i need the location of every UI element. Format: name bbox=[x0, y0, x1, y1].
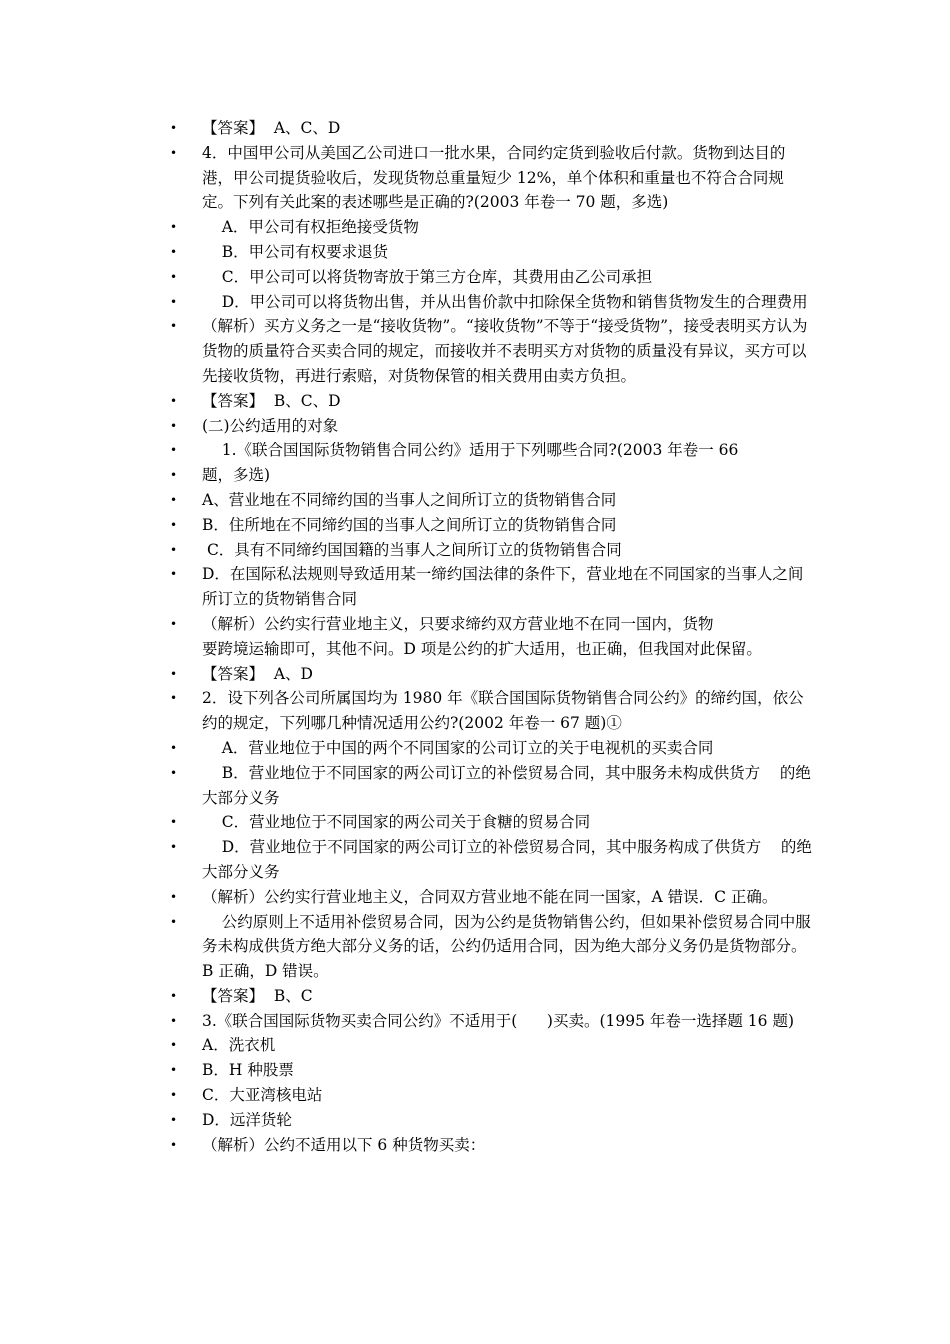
list-item-text: D．甲公司可以将货物出售，并从出售价款中扣除保全货物和销售货物发生的合理费用 bbox=[202, 292, 808, 311]
list-item bbox=[0, 637, 812, 662]
list-item bbox=[0, 116, 812, 141]
bullet-icon: • bbox=[170, 319, 178, 334]
list-item-text: D．营业地位于不同国家的两公司订立的补偿贸易合同，其中服务构成了供货方 的绝大部分义务 bbox=[202, 838, 812, 881]
bullet-icon: • bbox=[170, 244, 178, 259]
list-item bbox=[0, 290, 812, 315]
bullet-icon: • bbox=[170, 294, 178, 309]
list-item-text: D．在国际私法规则导致适用某一缔约国法律的条件下，营业地在不同国家的当事人之间所订立的货物销售合同 bbox=[202, 565, 804, 609]
bullet-icon: • bbox=[170, 765, 178, 780]
list-item bbox=[0, 1033, 812, 1058]
bullet-icon: • bbox=[170, 1112, 178, 1127]
bullet-icon: • bbox=[170, 468, 178, 483]
list-item bbox=[0, 488, 812, 513]
bullet-icon: • bbox=[170, 542, 178, 557]
list-item bbox=[0, 835, 812, 885]
list-item bbox=[0, 414, 812, 439]
list-item bbox=[0, 761, 812, 811]
list-item bbox=[0, 314, 812, 388]
list-item-text: (二)公约适用的对象 bbox=[202, 416, 339, 435]
bullet-icon: • bbox=[170, 1038, 178, 1053]
list-item-text: C．营业地位于不同国家的两公司关于食糖的贸易合同 bbox=[202, 813, 591, 832]
list-item-text: A、营业地在不同缔约国的当事人之间所订立的货物销售合同 bbox=[202, 490, 617, 509]
list-item-text: A．甲公司有权拒绝接受货物 bbox=[202, 218, 419, 237]
list-item bbox=[0, 562, 812, 612]
list-item-text: D．远洋货轮 bbox=[202, 1110, 292, 1129]
list-item bbox=[0, 240, 812, 265]
bullet-icon: • bbox=[170, 121, 178, 135]
bullet-icon: • bbox=[170, 815, 178, 830]
bullet-icon: • bbox=[170, 914, 178, 929]
list-item-text: 3.《联合国国际货物买卖合同公约》不适用于( )买卖。(1995 年卷一选择题 16 题) bbox=[202, 1011, 794, 1030]
list-item-text: （解析）买方义务之一是“接收货物”。“接收货物”不等于“接受货物”，接受表明买方认为货物的质量符合买卖合同的规定，而接收并不表明买方对货物的质量没有异议，买方可以先接收货物，再进行索赔，对货物保管的相关费用由卖方负担。 bbox=[202, 317, 808, 385]
list-item-text: A．洗衣机 bbox=[202, 1036, 276, 1055]
bullet-icon: • bbox=[170, 616, 178, 631]
list-item-text: C．大亚湾核电站 bbox=[202, 1086, 323, 1105]
list-item-text: A．营业地位于中国的两个不同国家的公司订立的关于电视机的买卖合同 bbox=[202, 738, 714, 757]
bullet-icon: • bbox=[170, 666, 178, 681]
bullet-icon: • bbox=[170, 492, 178, 507]
list-item bbox=[0, 885, 812, 910]
bullet-icon: • bbox=[170, 1137, 178, 1152]
bullet-icon: • bbox=[170, 889, 178, 904]
bullet-icon: • bbox=[170, 517, 178, 532]
bullet-icon: • bbox=[170, 1063, 178, 1078]
list-item bbox=[0, 910, 812, 984]
bullet-icon: • bbox=[170, 691, 178, 706]
list-item-text: 2．设下列各公司所属国均为 1980 年《联合国国际货物销售合同公约》的缔约国，依公约的规定，下列哪几种情况适用公约?(2002 年卷一 67 题)① bbox=[202, 689, 804, 733]
list-item bbox=[0, 538, 812, 563]
list-item bbox=[0, 612, 812, 637]
bullet-icon: • bbox=[170, 1013, 178, 1028]
list-item-text: （解析）公约不适用以下 6 种货物买卖： bbox=[202, 1135, 486, 1154]
list-item-text: C．甲公司可以将货物寄放于第三方仓库，其费用由乙公司承担 bbox=[202, 267, 653, 286]
list-item bbox=[0, 265, 812, 290]
list-item-text: （解析）公约实行营业地主义，合同双方营业地不能在同一国家，A 错误．C 正确。 bbox=[202, 887, 778, 906]
list-item bbox=[0, 141, 812, 215]
list-item-text: 1.《联合国国际货物销售合同公约》适用于下列哪些合同?(2003 年卷一 66 bbox=[202, 441, 739, 460]
list-item-text: 【答案】 B、C bbox=[202, 986, 313, 1005]
list-item-text: 题，多选) bbox=[202, 466, 271, 485]
list-item-text: 【答案】 A、C、D bbox=[202, 119, 341, 137]
list-item bbox=[0, 1133, 812, 1158]
list-item bbox=[0, 513, 812, 538]
list-item bbox=[0, 810, 812, 835]
list-item bbox=[0, 984, 812, 1009]
list-item bbox=[0, 215, 812, 240]
bullet-icon: • bbox=[170, 145, 178, 160]
list-item bbox=[0, 662, 812, 687]
list-item-text: 要跨境运输即可，其他不问。D 项是公约的扩大适用，也正确，但我国对此保留。 bbox=[202, 639, 762, 658]
list-item-text: B．甲公司有权要求退货 bbox=[202, 242, 389, 261]
bullet-icon: • bbox=[170, 988, 178, 1003]
bullet-icon: • bbox=[170, 269, 178, 284]
list-item bbox=[0, 463, 812, 488]
bullet-icon: • bbox=[170, 740, 178, 755]
list-item-text: 公约原则上不适用补偿贸易合同，因为公约是货物销售公约，但如果补偿贸易合同中服务未构成供货方绝大部分义务的话，公约仍适用合同，因为绝大部分义务仍是货物部分。B 正确，D 错误。 bbox=[202, 912, 811, 981]
list-item bbox=[0, 389, 812, 414]
bullet-icon: • bbox=[170, 567, 178, 582]
list-item-text: B．住所地在不同缔约国的当事人之间所订立的货物销售合同 bbox=[202, 515, 617, 534]
list-item-text: 4．中国甲公司从美国乙公司进口一批水果，合同约定货到验收后付款。货物到达目的港，甲公司提货验收后，发现货物总重量短少 12%，单个体积和重量也不符合合同规定。下列有关此案的表述哪些是正确的?(2003 年卷一 70 题，多选) bbox=[202, 143, 786, 212]
bullet-icon: • bbox=[170, 393, 178, 408]
list-item bbox=[0, 1009, 812, 1034]
list-item bbox=[0, 438, 812, 463]
bullet-icon: • bbox=[170, 220, 178, 235]
list-item-text: C．具有不同缔约国国籍的当事人之间所订立的货物销售合同 bbox=[202, 540, 622, 559]
list-item-text: B．H 种股票 bbox=[202, 1061, 294, 1080]
list-item bbox=[0, 736, 812, 761]
list-item bbox=[0, 1083, 812, 1108]
bullet-icon: • bbox=[170, 443, 178, 458]
bullet-icon: • bbox=[170, 1088, 178, 1103]
list-item bbox=[0, 686, 812, 736]
list-item bbox=[0, 1108, 812, 1133]
bullet-icon: • bbox=[170, 840, 178, 855]
list-item-text: 【答案】 A、D bbox=[202, 664, 313, 683]
list-item-text: （解析）公约实行营业地主义，只要求缔约双方营业地不在同一国内，货物 bbox=[202, 614, 714, 633]
list-item-text: B．营业地位于不同国家的两公司订立的补偿贸易合同，其中服务未构成供货方 的绝大部分义务 bbox=[202, 763, 811, 807]
document-page bbox=[0, 116, 950, 1157]
list-item-text: 【答案】 B、C、D bbox=[202, 391, 341, 410]
list-item bbox=[0, 1058, 812, 1083]
bullet-icon: • bbox=[170, 418, 178, 433]
